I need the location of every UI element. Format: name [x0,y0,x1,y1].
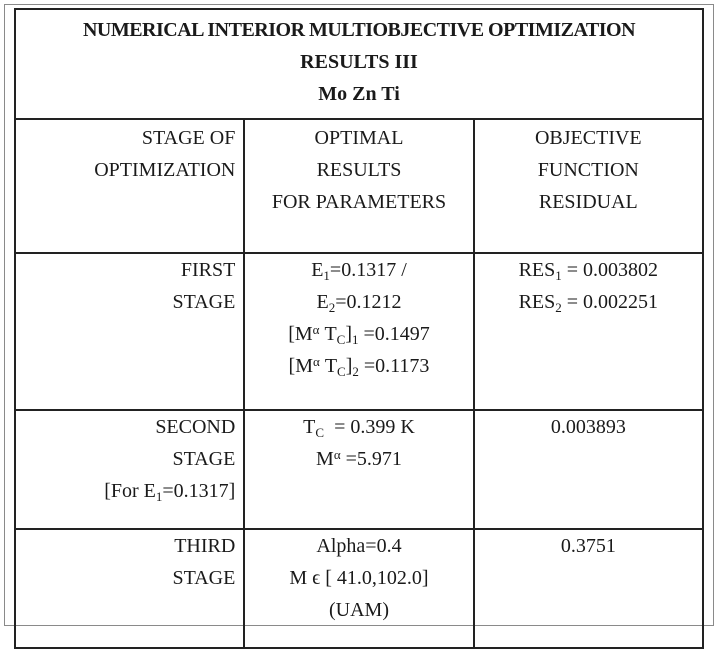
third-stage-parameters [244,529,473,648]
header-residual-line: FUNCTION [537,159,639,181]
param-m-range: M ϵ [ 41.0,102.0] [289,567,429,589]
stage-label: STAGE [172,448,236,470]
results-table [14,8,704,649]
header-residual-line: RESIDUAL [538,191,638,213]
stage-label: FIRST [180,259,236,281]
param-alpha: Alpha=0.4 [316,535,402,557]
title-line-1: NUMERICAL INTERIOR MULTIOBJECTIVE OPTIMIZATION [82,19,636,41]
header-optimal-results [244,119,473,253]
stage-first [15,253,244,410]
header-residual-line: OBJECTIVE [534,127,642,149]
param-tc: $T_C = 0.399$ K [303,416,415,440]
param-e1: $E_1=0.1317$ / [311,259,407,283]
param-uam: (UAM) [328,599,389,621]
header-results-line: FOR PARAMETERS [271,191,447,213]
param-e2: $E_2=0.1212$ [316,291,402,315]
header-objective-residual [474,119,703,253]
stage-label: SECOND [155,416,236,438]
second-stage-residual [474,410,703,529]
residual-res1: $RES_1 = 0.003802$ [518,259,659,283]
stage-label: STAGE [172,291,236,313]
param-mt2: [$M^\alpha$ $T_C]_2 =0.1173$ [288,354,430,379]
header-stage-line: OPTIMIZATION [94,159,236,181]
residual-value: 0.003893 [550,416,626,438]
stage-label: STAGE [172,567,236,589]
title-line-3: Mo Zn Ti [318,83,400,105]
stage-label: THIRD [174,535,236,557]
third-stage-residual [474,529,703,648]
stage-note: [For $E_1=0.1317$] [104,480,236,504]
residual-res2: $RES_2 = 0.002251$ [518,291,659,315]
second-stage-parameters [244,410,473,529]
header-stage-line: STAGE OF [141,127,236,149]
first-stage-residual [474,253,703,410]
table-title [15,9,703,119]
residual-value: 0.3751 [560,535,616,557]
header-results-line: RESULTS [316,159,402,181]
title-line-2: RESULTS III [300,51,418,73]
stage-second [15,410,244,529]
param-mt1: [$M^\alpha$ $T_C]_1 =0.1497$ [288,322,430,347]
stage-third [15,529,244,648]
header-results-line: OPTIMAL [314,127,404,149]
param-m-alpha: $M^\alpha =5.971$ [316,447,402,470]
header-stage [15,119,244,253]
first-stage-parameters [244,253,473,410]
